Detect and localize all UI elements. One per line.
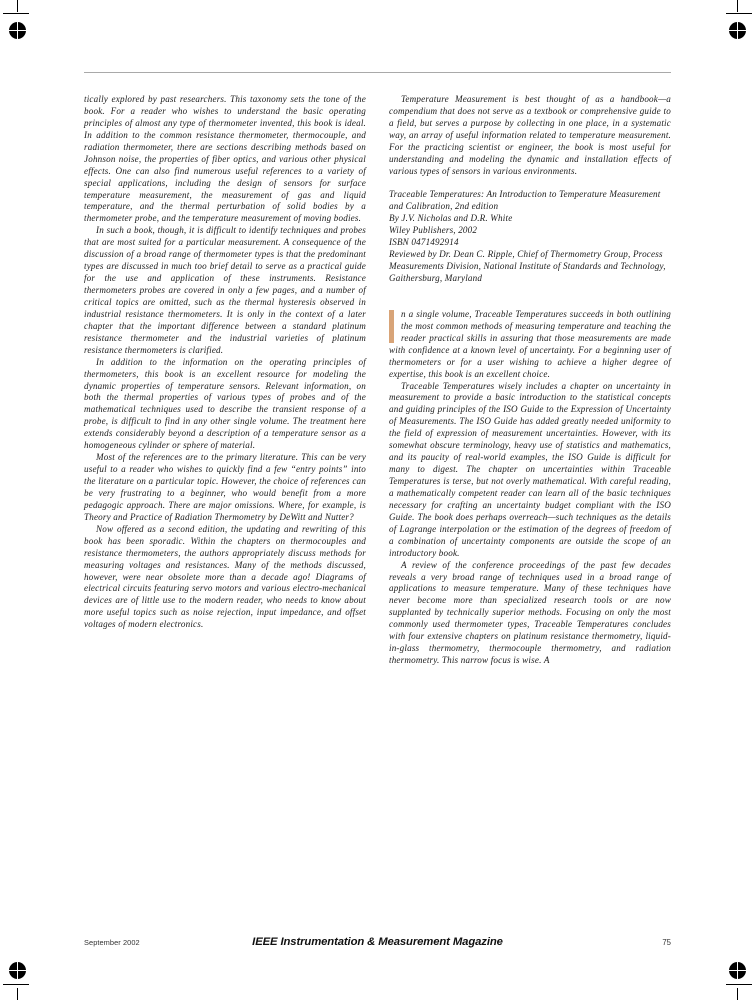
body-paragraph: In addition to the information on the operating principles of thermometers, this book is an excellent resource for modeling the dynamic properties of temperature sensors. Relevant information, on both the thermal properties of various types of probes and of the mathematical techniques used to describe the transient response of a probe, is difficult to find in any other single volume. The treatment here extends considerably beyond a description of a temperature sensor as a homogeneous cylinder or sphere of material. xyxy=(84,356,366,451)
registration-mark-top-right xyxy=(729,22,746,39)
dropcap-paragraph-text: n a single volume, Traceable Temperatures succeeds in both outlining the most common methods of measuring temperature and teaching the reader practical skills in assuring that those measurements are made with confidence at a known level of uncertainty. For a beginning user of thermometers or for a user wishing to achieve a higher degree of expertise, this book is an excellent choice. xyxy=(389,308,671,379)
crop-mark-bottom-left-horizontal xyxy=(3,984,29,985)
citation-publisher: Wiley Publishers, 2002 xyxy=(389,225,478,236)
crop-mark-top-right-horizontal xyxy=(726,13,752,14)
body-paragraph: Most of the references are to the primary literature. This can be very useful to a reader who wishes to quickly find a few “entry points” into the literature on a particular topic. However, the choice of references can be very frustrating to a beginner, who would benefit from a more pedagogic approach. There are major omissions. Where, for example, is Theory and Practice of Radiation Thermometry by DeWitt and Nutter? xyxy=(84,452,366,522)
citation-authors: By J.V. Nicholas and D.R. White xyxy=(389,213,513,224)
body-paragraph: Now offered as a second edition, the updating and rewriting of this book has been sporadic. Within the chapters on thermocouples and resistance thermometers, the authors appropriately discuss methods for measuring voltages and resistances. Many of the methods discussed, however, were near obsolete more than a decade ago! Diagrams of electrical circuits featuring servo motors and various electro-mechanical devices are of little use to the modern reader, who needs to know about more useful topics such as noise rejection, input impedance, and offset voltages of modern electronics. xyxy=(84,523,366,630)
citation-isbn: ISBN 0471492914 xyxy=(389,237,459,248)
crop-mark-bottom-right-horizontal xyxy=(726,984,752,985)
page-footer xyxy=(84,938,671,952)
citation-title: Traceable Temperatures: An Introduction to Temperature Measurement and Calibration, 2nd edition xyxy=(389,189,661,212)
registration-mark-bottom-left xyxy=(9,962,26,979)
crop-mark-top-right-vertical xyxy=(737,0,738,12)
crop-mark-top-left-vertical xyxy=(17,0,18,12)
body-paragraph: In such a book, though, it is difficult to identify techniques and probes that are most suited for a particular measurement. A consequence of the discussion of a broad range of thermometer types is that the predominant types are discussed in much too brief detail to serve as a practical guide for the use and application of these instruments. Resistance thermometers probes are covered in only a few pages, and a number of critical topics are omitted, such as the thermal hysteresis observed in industrial resistance thermometers. It is only in the context of a later chapter that the important difference between a standard platinum resistance thermometer and the industrial varieties of platinum resistance thermometers is clarified. xyxy=(84,225,366,355)
crop-mark-bottom-right-vertical xyxy=(737,988,738,1000)
crop-mark-bottom-left-vertical xyxy=(17,988,18,1000)
body-paragraph: Traceable Temperatures wisely includes a chapter on uncertainty in measurement to provide a basic introduction to the statistical concepts and guiding principles of the ISO Guide to the Expression of Uncertainty of Measurements. The ISO Guide has added greatly needed uniformity to the field of expression of measurement uncertainties. However, with its somewhat obscure terminology, heavy use of statistics and mathematics, and its paucity of real-world examples, the ISO Guide is difficult for many to digest. The chapter on uncertainties within Traceable Temperatures is terse, but not overly mathematical. With careful reading, a mathematically competent reader can learn all of the basic techniques necessary for crafting an uncertainty budget compliant with the ISO Guide. The book does perhaps overreach—such techniques as the details of Lagrange interpolation or the estimation of the degrees of freedom of a combination of uncertainty components are outside the scope of an introductory book. xyxy=(389,380,671,558)
footer-page-number: 75 xyxy=(662,938,671,947)
footer-magazine-title: IEEE Instrumentation & Measurement Magazine xyxy=(252,936,503,948)
registration-mark-bottom-right xyxy=(729,962,746,979)
registration-mark-top-left xyxy=(9,22,26,39)
crop-mark-top-left-horizontal xyxy=(3,13,29,14)
body-paragraph: A review of the conference proceedings of the past few decades reveals a very broad range of techniques used in a broad range of applications to measure temperature. Many of these techniques have never become more than specialized research tools or are now supplanted by technically superior methods. Focusing on only the most commonly used thermometer types, Traceable Temperatures concludes with four extensive chapters on platinum resistance thermometry, liquid-in-glass thermometry, thermocouple thermometry, and radiation thermometry. This narrow focus is wise. A xyxy=(389,559,671,666)
footer-issue-date: September 2002 xyxy=(84,938,140,947)
body-paragraph: tically explored by past researchers. This taxonomy sets the tone of the book. For a reader who wishes to understand the basic operating principles of almost any type of thermometer invented, this book is ideal. In addition to the common resistance thermometer, thermocouple, and radiation thermometer, there are sections describing methods based on Johnson noise, the properties of fiber optics, and various other physical effects. One can also find numerous useful references to a variety of special applications, including the design of sensors for surface temperature measurement, the measurement of gas and liquid temperature, and the thermal perturbation of solid bodies by a thermometer probe, and the temperature measurement of moving bodies. xyxy=(84,94,366,224)
dropcap-letter-i xyxy=(389,310,394,343)
two-column-body xyxy=(84,94,671,667)
citation-reviewer: Reviewed by Dr. Dean C. Ripple, Chief of Thermometry Group, Process Measurements Division, National Institute of Standards and Technology, Gaithersburg, Maryland xyxy=(389,249,666,284)
right-column xyxy=(389,94,671,667)
page-content-area xyxy=(84,0,671,1000)
dropcap-paragraph xyxy=(389,309,671,381)
body-paragraph: Temperature Measurement is best thought of as a handbook—a compendium that does not serve as a textbook or comprehensive guide to a field, but serves a purpose by collecting in one place, in a systematic way, an array of useful information related to temperature measurement. For the practicing scientist or engineer, the book is most useful for understanding and modeling the dynamic and installation effects of various types of sensors in various environments. xyxy=(389,94,671,176)
left-column xyxy=(84,94,366,667)
book-citation-block xyxy=(389,189,671,285)
header-rule xyxy=(84,72,671,73)
